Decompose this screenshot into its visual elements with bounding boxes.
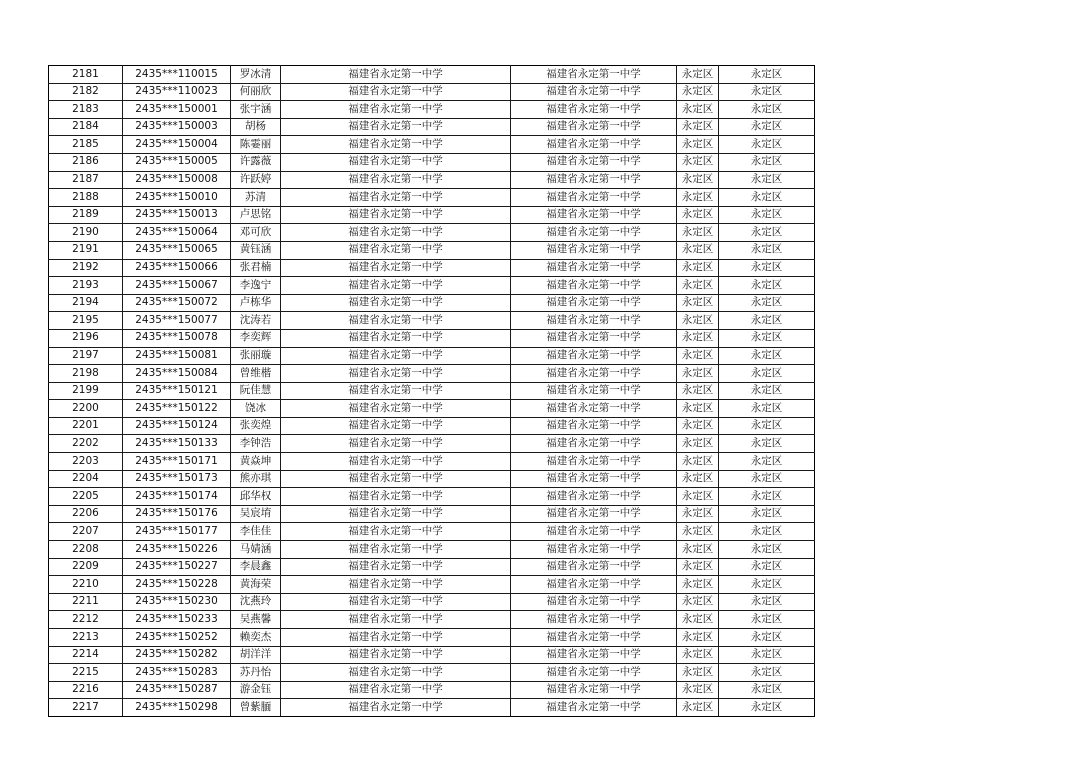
admitted-district-cell: 永定区: [719, 523, 815, 541]
table-row: [49, 277, 815, 295]
table-body: [49, 66, 815, 717]
district-cell: 永定区: [677, 224, 719, 242]
row-number-cell: 2207: [49, 523, 123, 541]
admitted-school-cell: 福建省永定第一中学: [511, 347, 677, 365]
admitted-district-cell: 永定区: [719, 382, 815, 400]
row-number-cell: 2193: [49, 277, 123, 295]
district-cell: 永定区: [677, 118, 719, 136]
admitted-district-cell: 永定区: [719, 312, 815, 330]
admitted-school-cell: 福建省永定第一中学: [511, 382, 677, 400]
admitted-school-cell: 福建省永定第一中学: [511, 470, 677, 488]
school-cell: 福建省永定第一中学: [281, 646, 511, 664]
district-cell: 永定区: [677, 611, 719, 629]
admitted-school-cell: 福建省永定第一中学: [511, 259, 677, 277]
school-cell: 福建省永定第一中学: [281, 541, 511, 559]
admitted-district-cell: 永定区: [719, 453, 815, 471]
admitted-district-cell: 永定区: [719, 83, 815, 101]
district-cell: 永定区: [677, 365, 719, 383]
student-name-cell: 游金钰: [231, 681, 281, 699]
district-cell: 永定区: [677, 189, 719, 207]
district-cell: 永定区: [677, 294, 719, 312]
exam-id-cell: 2435***150174: [123, 488, 231, 506]
district-cell: 永定区: [677, 136, 719, 154]
admitted-district-cell: 永定区: [719, 646, 815, 664]
student-name-cell: 沈涛若: [231, 312, 281, 330]
table-row: [49, 629, 815, 647]
admitted-school-cell: 福建省永定第一中学: [511, 558, 677, 576]
school-cell: 福建省永定第一中学: [281, 699, 511, 717]
school-cell: 福建省永定第一中学: [281, 365, 511, 383]
district-cell: 永定区: [677, 241, 719, 259]
exam-id-cell: 2435***150177: [123, 523, 231, 541]
table-row: [49, 259, 815, 277]
student-name-cell: 邱华权: [231, 488, 281, 506]
table-row: [49, 224, 815, 242]
student-name-cell: 李钟浩: [231, 435, 281, 453]
admitted-school-cell: 福建省永定第一中学: [511, 400, 677, 418]
district-cell: 永定区: [677, 576, 719, 594]
row-number-cell: 2201: [49, 417, 123, 435]
admitted-school-cell: 福建省永定第一中学: [511, 312, 677, 330]
student-name-cell: 黄焱坤: [231, 453, 281, 471]
student-name-cell: 张宇涵: [231, 101, 281, 119]
table-row: [49, 347, 815, 365]
exam-id-cell: 2435***150233: [123, 611, 231, 629]
school-cell: 福建省永定第一中学: [281, 101, 511, 119]
exam-id-cell: 2435***150084: [123, 365, 231, 383]
admitted-school-cell: 福建省永定第一中学: [511, 329, 677, 347]
student-name-cell: 李佳佳: [231, 523, 281, 541]
admitted-district-cell: 永定区: [719, 259, 815, 277]
admitted-district-cell: 永定区: [719, 505, 815, 523]
row-number-cell: 2196: [49, 329, 123, 347]
table-row: [49, 365, 815, 383]
admitted-district-cell: 永定区: [719, 576, 815, 594]
admitted-school-cell: 福建省永定第一中学: [511, 453, 677, 471]
exam-id-cell: 2435***150008: [123, 171, 231, 189]
admitted-school-cell: 福建省永定第一中学: [511, 629, 677, 647]
row-number-cell: 2214: [49, 646, 123, 664]
school-cell: 福建省永定第一中学: [281, 312, 511, 330]
student-name-cell: 马婧涵: [231, 541, 281, 559]
admitted-school-cell: 福建省永定第一中学: [511, 206, 677, 224]
row-number-cell: 2217: [49, 699, 123, 717]
row-number-cell: 2190: [49, 224, 123, 242]
admitted-district-cell: 永定区: [719, 558, 815, 576]
table-row: [49, 171, 815, 189]
school-cell: 福建省永定第一中学: [281, 435, 511, 453]
school-cell: 福建省永定第一中学: [281, 417, 511, 435]
school-cell: 福建省永定第一中学: [281, 558, 511, 576]
student-name-cell: 张奕煌: [231, 417, 281, 435]
student-name-cell: 黄钰涵: [231, 241, 281, 259]
student-name-cell: 许跃婷: [231, 171, 281, 189]
table-row: [49, 136, 815, 154]
school-cell: 福建省永定第一中学: [281, 171, 511, 189]
student-name-cell: 许露薇: [231, 153, 281, 171]
row-number-cell: 2182: [49, 83, 123, 101]
admitted-district-cell: 永定区: [719, 101, 815, 119]
exam-id-cell: 2435***150077: [123, 312, 231, 330]
row-number-cell: 2187: [49, 171, 123, 189]
student-name-cell: 吴燕馨: [231, 611, 281, 629]
school-cell: 福建省永定第一中学: [281, 488, 511, 506]
row-number-cell: 2216: [49, 681, 123, 699]
student-name-cell: 苏丹怡: [231, 664, 281, 682]
row-number-cell: 2188: [49, 189, 123, 207]
exam-id-cell: 2435***150122: [123, 400, 231, 418]
district-cell: 永定区: [677, 629, 719, 647]
district-cell: 永定区: [677, 277, 719, 295]
table-row: [49, 417, 815, 435]
admitted-school-cell: 福建省永定第一中学: [511, 541, 677, 559]
admitted-district-cell: 永定区: [719, 629, 815, 647]
admitted-school-cell: 福建省永定第一中学: [511, 435, 677, 453]
school-cell: 福建省永定第一中学: [281, 259, 511, 277]
row-number-cell: 2204: [49, 470, 123, 488]
table-row: [49, 400, 815, 418]
exam-id-cell: 2435***150003: [123, 118, 231, 136]
admitted-district-cell: 永定区: [719, 153, 815, 171]
exam-id-cell: 2435***150121: [123, 382, 231, 400]
table-row: [49, 312, 815, 330]
admitted-district-cell: 永定区: [719, 470, 815, 488]
district-cell: 永定区: [677, 329, 719, 347]
table-row: [49, 523, 815, 541]
table-row: [49, 699, 815, 717]
table-row: [49, 153, 815, 171]
district-cell: 永定区: [677, 470, 719, 488]
district-cell: 永定区: [677, 101, 719, 119]
district-cell: 永定区: [677, 435, 719, 453]
table-row: [49, 453, 815, 471]
exam-id-cell: 2435***150282: [123, 646, 231, 664]
admitted-district-cell: 永定区: [719, 681, 815, 699]
row-number-cell: 2181: [49, 66, 123, 84]
table-row: [49, 189, 815, 207]
student-name-cell: 何丽欣: [231, 83, 281, 101]
district-cell: 永定区: [677, 699, 719, 717]
admitted-school-cell: 福建省永定第一中学: [511, 294, 677, 312]
exam-id-cell: 2435***150230: [123, 593, 231, 611]
admitted-district-cell: 永定区: [719, 347, 815, 365]
table-row: [49, 611, 815, 629]
exam-id-cell: 2435***150001: [123, 101, 231, 119]
district-cell: 永定区: [677, 488, 719, 506]
table-row: [49, 541, 815, 559]
admitted-district-cell: 永定区: [719, 400, 815, 418]
student-name-cell: 熊亦琪: [231, 470, 281, 488]
student-name-cell: 胡杨: [231, 118, 281, 136]
school-cell: 福建省永定第一中学: [281, 382, 511, 400]
row-number-cell: 2198: [49, 365, 123, 383]
exam-id-cell: 2435***150066: [123, 259, 231, 277]
student-name-cell: 李逸宁: [231, 277, 281, 295]
exam-id-cell: 2435***150227: [123, 558, 231, 576]
table-row: [49, 294, 815, 312]
row-number-cell: 2184: [49, 118, 123, 136]
table-row: [49, 83, 815, 101]
district-cell: 永定区: [677, 558, 719, 576]
district-cell: 永定区: [677, 664, 719, 682]
student-name-cell: 卢思铭: [231, 206, 281, 224]
exam-id-cell: 2435***150124: [123, 417, 231, 435]
district-cell: 永定区: [677, 681, 719, 699]
table-row: [49, 593, 815, 611]
school-cell: 福建省永定第一中学: [281, 347, 511, 365]
table-row: [49, 576, 815, 594]
admitted-school-cell: 福建省永定第一中学: [511, 505, 677, 523]
admitted-school-cell: 福建省永定第一中学: [511, 646, 677, 664]
school-cell: 福建省永定第一中学: [281, 629, 511, 647]
exam-id-cell: 2435***150078: [123, 329, 231, 347]
student-name-cell: 张丽璇: [231, 347, 281, 365]
row-number-cell: 2186: [49, 153, 123, 171]
school-cell: 福建省永定第一中学: [281, 576, 511, 594]
district-cell: 永定区: [677, 66, 719, 84]
school-cell: 福建省永定第一中学: [281, 294, 511, 312]
school-cell: 福建省永定第一中学: [281, 681, 511, 699]
admitted-district-cell: 永定区: [719, 171, 815, 189]
exam-id-cell: 2435***110023: [123, 83, 231, 101]
student-name-cell: 曾维楷: [231, 365, 281, 383]
admitted-district-cell: 永定区: [719, 593, 815, 611]
admitted-school-cell: 福建省永定第一中学: [511, 101, 677, 119]
table-row: [49, 558, 815, 576]
district-cell: 永定区: [677, 523, 719, 541]
school-cell: 福建省永定第一中学: [281, 505, 511, 523]
row-number-cell: 2205: [49, 488, 123, 506]
admitted-district-cell: 永定区: [719, 189, 815, 207]
exam-id-cell: 2435***150065: [123, 241, 231, 259]
admitted-school-cell: 福建省永定第一中学: [511, 189, 677, 207]
row-number-cell: 2197: [49, 347, 123, 365]
exam-id-cell: 2435***150133: [123, 435, 231, 453]
admitted-school-cell: 福建省永定第一中学: [511, 66, 677, 84]
exam-id-cell: 2435***150287: [123, 681, 231, 699]
admitted-school-cell: 福建省永定第一中学: [511, 576, 677, 594]
admitted-school-cell: 福建省永定第一中学: [511, 153, 677, 171]
admitted-school-cell: 福建省永定第一中学: [511, 699, 677, 717]
admitted-district-cell: 永定区: [719, 541, 815, 559]
table-row: [49, 206, 815, 224]
admitted-school-cell: 福建省永定第一中学: [511, 277, 677, 295]
exam-id-cell: 2435***150067: [123, 277, 231, 295]
exam-id-cell: 2435***150072: [123, 294, 231, 312]
table-row: [49, 505, 815, 523]
admitted-district-cell: 永定区: [719, 294, 815, 312]
district-cell: 永定区: [677, 259, 719, 277]
row-number-cell: 2185: [49, 136, 123, 154]
admitted-school-cell: 福建省永定第一中学: [511, 136, 677, 154]
row-number-cell: 2203: [49, 453, 123, 471]
admitted-district-cell: 永定区: [719, 277, 815, 295]
row-number-cell: 2206: [49, 505, 123, 523]
student-name-cell: 阮佳慧: [231, 382, 281, 400]
table-row: [49, 664, 815, 682]
row-number-cell: 2195: [49, 312, 123, 330]
student-name-cell: 罗冰清: [231, 66, 281, 84]
table-row: [49, 118, 815, 136]
admitted-school-cell: 福建省永定第一中学: [511, 365, 677, 383]
admitted-district-cell: 永定区: [719, 435, 815, 453]
student-name-cell: 邓可欣: [231, 224, 281, 242]
student-list-table: [48, 65, 815, 717]
admitted-district-cell: 永定区: [719, 329, 815, 347]
school-cell: 福建省永定第一中学: [281, 224, 511, 242]
admitted-district-cell: 永定区: [719, 224, 815, 242]
exam-id-cell: 2435***150176: [123, 505, 231, 523]
admitted-district-cell: 永定区: [719, 206, 815, 224]
table-row: [49, 488, 815, 506]
admitted-district-cell: 永定区: [719, 118, 815, 136]
school-cell: 福建省永定第一中学: [281, 611, 511, 629]
admitted-district-cell: 永定区: [719, 241, 815, 259]
table-row: [49, 101, 815, 119]
student-name-cell: 吴宸堉: [231, 505, 281, 523]
district-cell: 永定区: [677, 347, 719, 365]
district-cell: 永定区: [677, 400, 719, 418]
district-cell: 永定区: [677, 593, 719, 611]
exam-id-cell: 2435***110015: [123, 66, 231, 84]
admitted-school-cell: 福建省永定第一中学: [511, 118, 677, 136]
admitted-district-cell: 永定区: [719, 664, 815, 682]
student-name-cell: 陈霎丽: [231, 136, 281, 154]
row-number-cell: 2199: [49, 382, 123, 400]
admitted-district-cell: 永定区: [719, 699, 815, 717]
admitted-district-cell: 永定区: [719, 488, 815, 506]
admitted-school-cell: 福建省永定第一中学: [511, 224, 677, 242]
school-cell: 福建省永定第一中学: [281, 66, 511, 84]
district-cell: 永定区: [677, 206, 719, 224]
row-number-cell: 2209: [49, 558, 123, 576]
exam-id-cell: 2435***150005: [123, 153, 231, 171]
school-cell: 福建省永定第一中学: [281, 136, 511, 154]
student-name-cell: 苏清: [231, 189, 281, 207]
student-name-cell: 李晨鑫: [231, 558, 281, 576]
admitted-district-cell: 永定区: [719, 136, 815, 154]
exam-id-cell: 2435***150010: [123, 189, 231, 207]
district-cell: 永定区: [677, 382, 719, 400]
row-number-cell: 2192: [49, 259, 123, 277]
exam-id-cell: 2435***150004: [123, 136, 231, 154]
student-name-cell: 曾紫腼: [231, 699, 281, 717]
admitted-district-cell: 永定区: [719, 365, 815, 383]
row-number-cell: 2213: [49, 629, 123, 647]
exam-id-cell: 2435***150081: [123, 347, 231, 365]
school-cell: 福建省永定第一中学: [281, 118, 511, 136]
exam-id-cell: 2435***150013: [123, 206, 231, 224]
admitted-school-cell: 福建省永定第一中学: [511, 611, 677, 629]
district-cell: 永定区: [677, 453, 719, 471]
student-name-cell: 黄海荣: [231, 576, 281, 594]
table-row: [49, 241, 815, 259]
admitted-district-cell: 永定区: [719, 66, 815, 84]
row-number-cell: 2208: [49, 541, 123, 559]
table-row: [49, 66, 815, 84]
row-number-cell: 2202: [49, 435, 123, 453]
school-cell: 福建省永定第一中学: [281, 206, 511, 224]
row-number-cell: 2194: [49, 294, 123, 312]
row-number-cell: 2211: [49, 593, 123, 611]
table-row: [49, 646, 815, 664]
district-cell: 永定区: [677, 83, 719, 101]
row-number-cell: 2200: [49, 400, 123, 418]
exam-id-cell: 2435***150252: [123, 629, 231, 647]
admitted-school-cell: 福建省永定第一中学: [511, 83, 677, 101]
school-cell: 福建省永定第一中学: [281, 83, 511, 101]
exam-id-cell: 2435***150171: [123, 453, 231, 471]
school-cell: 福建省永定第一中学: [281, 153, 511, 171]
school-cell: 福建省永定第一中学: [281, 400, 511, 418]
admitted-school-cell: 福建省永定第一中学: [511, 488, 677, 506]
student-name-cell: 赖奕杰: [231, 629, 281, 647]
exam-id-cell: 2435***150226: [123, 541, 231, 559]
exam-id-cell: 2435***150298: [123, 699, 231, 717]
row-number-cell: 2210: [49, 576, 123, 594]
student-name-cell: 胡洋洋: [231, 646, 281, 664]
district-cell: 永定区: [677, 171, 719, 189]
admitted-school-cell: 福建省永定第一中学: [511, 417, 677, 435]
district-cell: 永定区: [677, 541, 719, 559]
student-name-cell: 饶冰: [231, 400, 281, 418]
school-cell: 福建省永定第一中学: [281, 189, 511, 207]
admitted-school-cell: 福建省永定第一中学: [511, 171, 677, 189]
student-name-cell: 卢栋华: [231, 294, 281, 312]
row-number-cell: 2212: [49, 611, 123, 629]
exam-id-cell: 2435***150283: [123, 664, 231, 682]
school-cell: 福建省永定第一中学: [281, 241, 511, 259]
admitted-school-cell: 福建省永定第一中学: [511, 664, 677, 682]
school-cell: 福建省永定第一中学: [281, 277, 511, 295]
admitted-school-cell: 福建省永定第一中学: [511, 681, 677, 699]
exam-id-cell: 2435***150228: [123, 576, 231, 594]
admitted-district-cell: 永定区: [719, 611, 815, 629]
admitted-school-cell: 福建省永定第一中学: [511, 593, 677, 611]
row-number-cell: 2189: [49, 206, 123, 224]
district-cell: 永定区: [677, 646, 719, 664]
table-row: [49, 435, 815, 453]
student-name-cell: 沈燕玲: [231, 593, 281, 611]
school-cell: 福建省永定第一中学: [281, 470, 511, 488]
row-number-cell: 2215: [49, 664, 123, 682]
district-cell: 永定区: [677, 505, 719, 523]
row-number-cell: 2183: [49, 101, 123, 119]
admitted-school-cell: 福建省永定第一中学: [511, 241, 677, 259]
student-name-cell: 张君楠: [231, 259, 281, 277]
admitted-district-cell: 永定区: [719, 417, 815, 435]
table-row: [49, 470, 815, 488]
school-cell: 福建省永定第一中学: [281, 453, 511, 471]
school-cell: 福建省永定第一中学: [281, 593, 511, 611]
row-number-cell: 2191: [49, 241, 123, 259]
district-cell: 永定区: [677, 153, 719, 171]
school-cell: 福建省永定第一中学: [281, 664, 511, 682]
school-cell: 福建省永定第一中学: [281, 329, 511, 347]
table-row: [49, 681, 815, 699]
table-row: [49, 329, 815, 347]
district-cell: 永定区: [677, 417, 719, 435]
exam-id-cell: 2435***150064: [123, 224, 231, 242]
student-name-cell: 李奕辉: [231, 329, 281, 347]
school-cell: 福建省永定第一中学: [281, 523, 511, 541]
district-cell: 永定区: [677, 312, 719, 330]
admitted-school-cell: 福建省永定第一中学: [511, 523, 677, 541]
table-row: [49, 382, 815, 400]
exam-id-cell: 2435***150173: [123, 470, 231, 488]
